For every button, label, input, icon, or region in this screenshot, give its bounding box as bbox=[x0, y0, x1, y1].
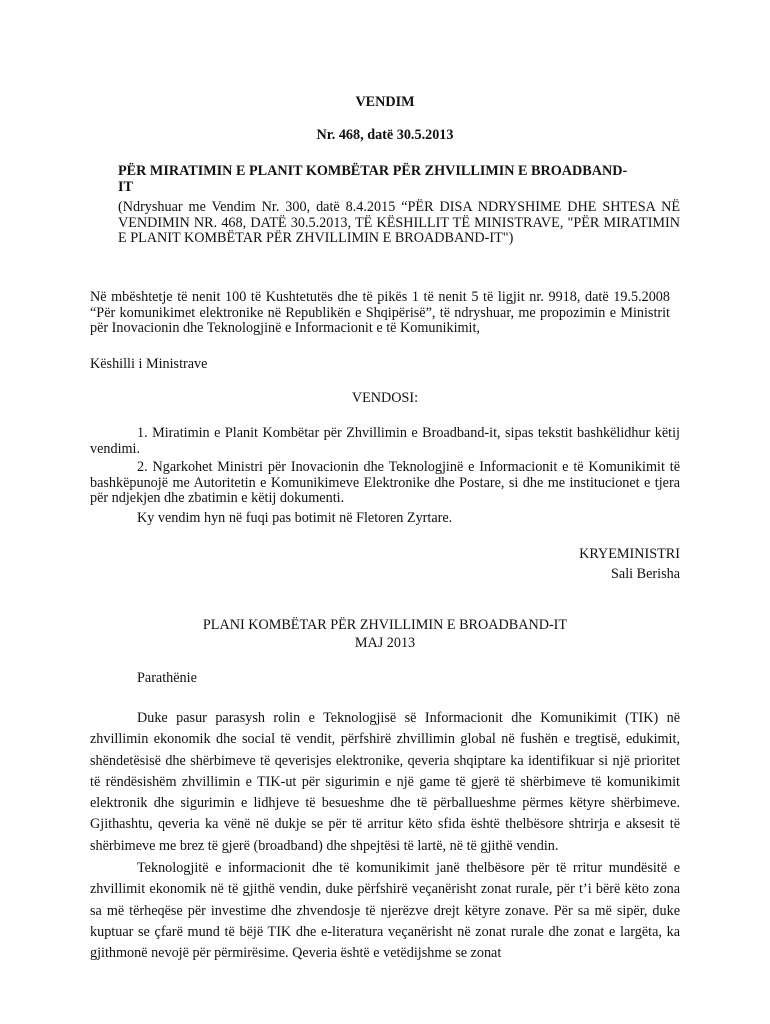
decision-title-line1: PËR MIRATIMIN E PLANIT KOMBËTAR PËR ZHVILLIMIN E BROADBAND- bbox=[118, 163, 628, 179]
council-label: Këshilli i Ministrave bbox=[90, 356, 208, 372]
decision-heading: VENDIM bbox=[355, 94, 415, 110]
signer-role: KRYEMINISTRI bbox=[579, 546, 680, 562]
decision-title-line2: IT bbox=[118, 179, 133, 195]
section-heading: Parathënie bbox=[137, 670, 197, 686]
decision-item-2: 2. Ngarkohet Ministri për Inovacionin dhe Teknologjinë e Informacionit e të Komunikimit të bashkëpunojë me Autoritetin e Komunikimeve Elektronike dhe Postare, si dhe me institucionet e tjera për ndjekjen dhe zbatimin e këtij dokumenti. bbox=[90, 459, 680, 506]
plan-date: MAJ 2013 bbox=[354, 635, 416, 651]
plan-title-block bbox=[0, 616, 770, 652]
amendment-note: (Ndryshuar me Vendim Nr. 300, datë 8.4.2015 “PËR DISA NDRYSHIME DHE SHTESA NË VENDIMIN NR. 468, DATË 30.5.2013, TË KËSHILLIT TË MINISTRAVE, "PËR MIRATIMIN E PLANIT KOMBËTAR PËR ZHVILLIMIN E BROADBAND-IT") bbox=[118, 199, 680, 246]
decision-title bbox=[118, 163, 678, 195]
decision-number: Nr. 468, datë 30.5.2013 bbox=[316, 127, 454, 143]
legal-basis: Në mbështetje të nenit 100 të Kushtetutës dhe të pikës 1 të nenit 5 të ligjit nr. 9918, datë 19.5.2008 “Për komunikimet elektronike në Republikën e Shqipërisë”, të ndryshuar, me propozimin e Ministrit për Inovacionin dhe Teknologjinë e Informacionit e të Komunikimit, bbox=[90, 289, 670, 336]
signer-name: Sali Berisha bbox=[611, 566, 680, 582]
decision-effect: Ky vendim hyn në fuqi pas botimit në Fletoren Zyrtare. bbox=[137, 510, 453, 526]
decides-heading: VENDOSI: bbox=[351, 390, 419, 406]
preface-paragraph-2: Teknologjitë e informacionit dhe të komunikimit janë thelbësore për të rritur mundësitë e zhvillimit ekonomik në të gjithë vendin, duke përfshirë veçanërisht zonat rurale, për t’i bërë këto zona sa më tërheqëse për investime dhe zhvendosje të njerëzve drejt këtyre zonave. Për sa më sipër, duke kuptuar se çfarë mund të bëjë TIK dhe e-literatura veçanërisht në zonat rurale dhe zonat e largëta, ka gjithmonë nevojë për përmirësime. Qeveria është e vetëdijshme se zonat bbox=[90, 860, 680, 962]
decision-item-1: 1. Miratimin e Planit Kombëtar për Zhvillimin e Broadband-it, sipas tekstit bashkëlidhur këtij vendimi. bbox=[90, 425, 680, 457]
signature-block bbox=[480, 544, 680, 584]
plan-title: PLANI KOMBËTAR PËR ZHVILLIMIN E BROADBAND-IT bbox=[202, 617, 568, 633]
preface-paragraph-1: Duke pasur parasysh rolin e Teknologjisë së Informacionit dhe Komunikimit (TIK) në zhvillimin ekonomik dhe social të vendit, përfshirë zhvillimin global në fushën e tregtisë, edukimit, shëndetësisë dhe shërbimeve të qeverisjes elektronike, qeveria shqiptare ka identifikuar si një prioritet të rëndësishëm zhvillimin e TIK-ut për sigurimin e një game të gjerë të shërbimeve të komunikimit elektronik dhe sigurimin e lidhjeve të besueshme dhe të përballueshme përmes këtyre shërbimeve. Gjithashtu, qeveria ka vënë në dukje se për të arritur këto sfida është thelbësore shtrirja e aksesit të shërbimeve me brez të gjerë (broadband) dhe shpejtësi të lartë, në të gjithë vendin. bbox=[90, 710, 680, 854]
